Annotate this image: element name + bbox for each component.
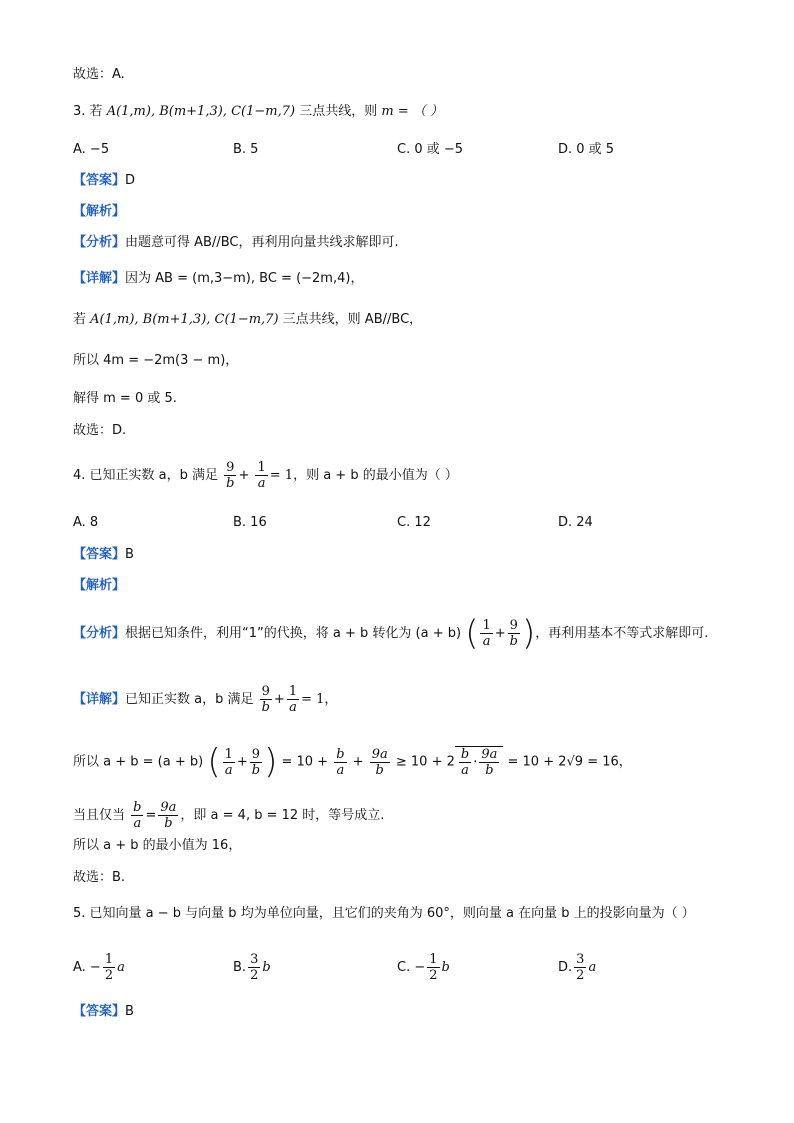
fraction: $\frac{9}{b}$ [226,460,235,491]
q2-conclusion: 故选：A. [73,67,125,82]
q4-equality-condition: 当且仅当 $\frac{b}{a}$ = $\frac{9a}{b}$ ，即 a = 4, b = 12 时，等号成立. [73,800,385,831]
q3-detail-line4: 解得 m = 0 或 5. [73,391,177,406]
q5-option-b: B. $\frac{3}{2}$ b [233,952,271,983]
fraction: $\frac{9a}{b}$ [371,746,388,778]
fraction: $\frac{b}{a}$ [133,800,142,831]
q3-detail-line2: 若 A(1,m), B(m+1,3), C(1−m,7) 三点共线，则 AB//BC， [73,312,423,327]
q3-option-c: C. 0 或 −5 [397,142,464,157]
q3-option-a: A. −5 [73,142,110,157]
fraction: $\frac{1}{a}$ [482,618,491,649]
q4-option-b: B. 16 [233,515,267,530]
fraction: $\frac{1}{2}$ [429,952,438,983]
q4-min-value: 所以 a + b 的最小值为 16， [73,838,242,853]
fraction: $\frac{9}{b}$ [251,746,261,778]
q4-equation: 所以 a + b = (a + b) ( $\frac{1}{a}$ + $\frac{9}{b}$ ) = 10 + $\frac{b}{a}$ + $\frac{9a}{b}$ ≥ 10 + 2 $\frac{b}{a}$ · $\frac{9a}{b}$ = 10 + 2√9 = 16， [73,742,632,782]
q3-option-d: D. 0 或 5 [558,142,615,157]
q4-analysis-heading: 【解析】 [73,578,126,593]
fraction: $\frac{b}{a}$ [336,746,345,778]
q3-analysis-heading: 【解析】 [73,204,126,219]
q3-question: 3. 若 A(1,m), B(m+1,3), C(1−m,7) 三点共线，则 m = （ ） [73,104,443,119]
q4-analysis: 【分析】根据已知条件，利用“1”的代换，将 a + b 转化为 (a + b) ( $\frac{1}{a}$ + $\frac{9}{b}$ )，再利用基本不等式求解即可. [73,613,709,654]
q3-detail-line3: 所以 4m = −2m(3 − m)， [73,353,239,368]
q4-option-c: C. 12 [397,515,431,530]
fraction: $\frac{1}{a}$ [257,460,266,491]
fraction: $\frac{9}{b}$ [261,684,270,715]
fraction: $\frac{3}{2}$ [576,952,585,983]
fraction: $\frac{9}{b}$ [509,618,518,649]
q3-answer: 【答案】D [73,173,136,188]
q3-analysis: 【分析】由题意可得 AB//BC，再利用向量共线求解即可. [73,235,399,250]
q4-option-d: D. 24 [558,515,593,530]
square-root: $\frac{b}{a}$ · $\frac{9a}{b}$ [455,746,504,778]
q4-question: 4. 已知正实数 a，b 满足 $\frac{9}{b}$ + $\frac{1}{a}$ = 1，则 a + b 的最小值为（ ） [73,460,458,491]
q5-option-c: C. − $\frac{1}{2}$ b [397,952,450,983]
q5-option-d: D. $\frac{3}{2}$ a [558,952,597,983]
fraction: $\frac{1}{a}$ [224,746,233,778]
q4-answer: 【答案】B [73,547,134,562]
fraction: $\frac{1}{a}$ [288,684,298,715]
q4-conclusion: 故选：B. [73,870,126,885]
q4-detail: 【详解】已知正实数 a，b 满足 $\frac{9}{b}$ + $\frac{1}{a}$ = 1， [73,684,338,715]
q5-answer: 【答案】B [73,1004,134,1019]
q3-detail: 【详解】因为 AB = (m,3−m), BC = (−2m,4)， [73,271,364,286]
q4-option-a: A. 8 [73,515,99,530]
q5-option-a: A. − $\frac{1}{2}$ a [73,952,125,983]
fraction: $\frac{3}{2}$ [250,952,259,983]
q3-conclusion: 故选：D. [73,423,127,438]
fraction: $\frac{1}{2}$ [104,952,114,983]
q5-question: 5. 已知向量 a − b 与向量 b 均为单位向量，且它们的夹角为 60°，则向量 a 在向量 b 上的投影向量为（ ） [73,906,695,921]
fraction: $\frac{9a}{b}$ [160,800,177,831]
q3-option-b: B. 5 [233,142,259,157]
